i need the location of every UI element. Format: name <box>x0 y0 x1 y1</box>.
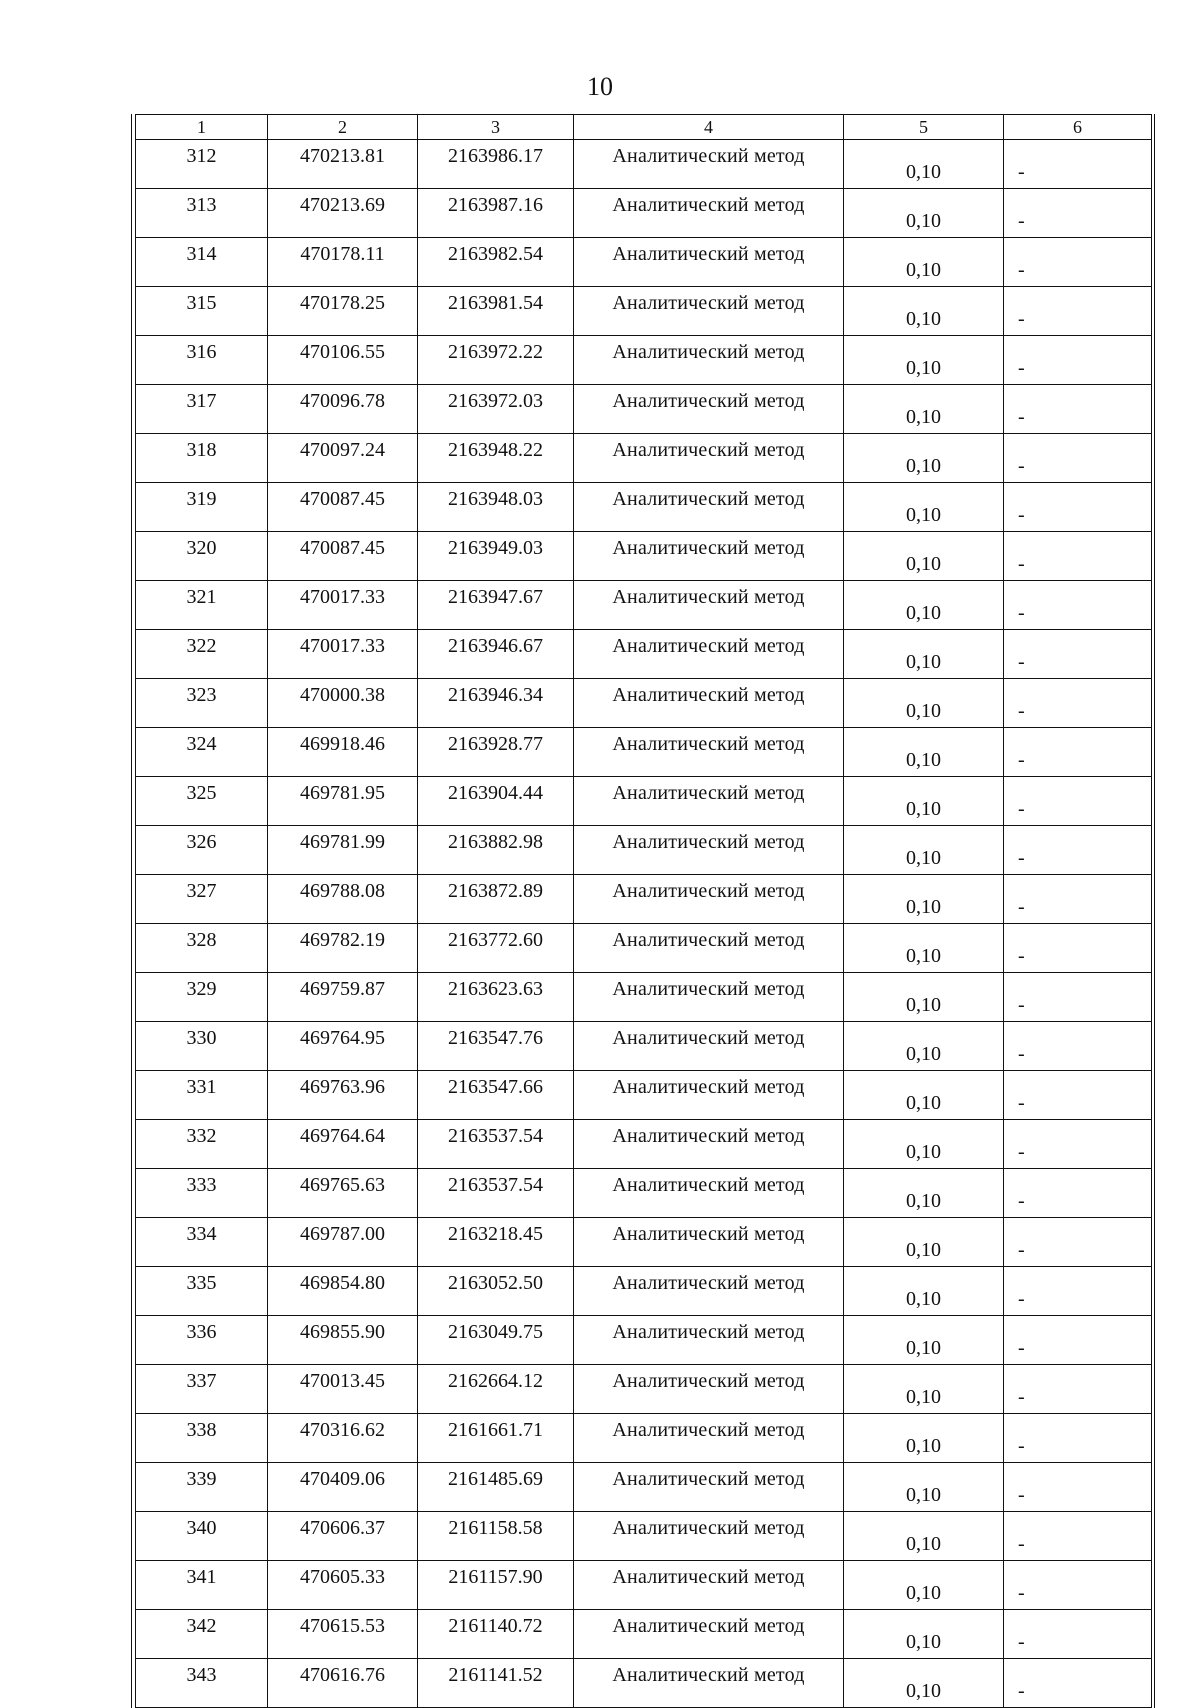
table-row <box>136 777 1152 826</box>
y-coordinate-cell: 2163547.66 <box>418 1071 574 1120</box>
y-coordinate-cell: 2163904.44 <box>418 777 574 826</box>
table-row <box>136 1414 1152 1463</box>
accuracy-cell: 0,10 <box>844 434 1004 483</box>
accuracy-cell: 0,10 <box>844 385 1004 434</box>
page-number: 10 <box>587 72 613 101</box>
table-row <box>136 336 1152 385</box>
point-number-cell: 324 <box>136 728 268 777</box>
note-cell: - <box>1004 336 1152 385</box>
table-row <box>136 973 1152 1022</box>
y-coordinate-cell: 2161158.58 <box>418 1512 574 1561</box>
accuracy-cell: 0,10 <box>844 826 1004 875</box>
table-row <box>136 1169 1152 1218</box>
x-coordinate-cell: 470178.11 <box>268 238 418 287</box>
x-coordinate-cell: 470213.81 <box>268 140 418 189</box>
table-row <box>136 875 1152 924</box>
y-coordinate-cell: 2163972.22 <box>418 336 574 385</box>
y-coordinate-cell: 2163946.34 <box>418 679 574 728</box>
method-cell: Аналитический метод <box>574 1414 844 1463</box>
method-cell: Аналитический метод <box>574 1316 844 1365</box>
header-cell-3: 3 <box>418 115 574 140</box>
x-coordinate-cell: 469764.64 <box>268 1120 418 1169</box>
note-cell: - <box>1004 434 1152 483</box>
y-coordinate-cell: 2163049.75 <box>418 1316 574 1365</box>
y-coordinate-cell: 2163982.54 <box>418 238 574 287</box>
note-cell: - <box>1004 777 1152 826</box>
note-cell: - <box>1004 679 1152 728</box>
point-number-cell: 315 <box>136 287 268 336</box>
note-cell: - <box>1004 189 1152 238</box>
y-coordinate-cell: 2163981.54 <box>418 287 574 336</box>
header-row <box>136 115 1152 140</box>
point-number-cell: 320 <box>136 532 268 581</box>
header-cell-4: 4 <box>574 115 844 140</box>
accuracy-cell: 0,10 <box>844 777 1004 826</box>
coordinates-table <box>135 114 1152 1708</box>
point-number-cell: 326 <box>136 826 268 875</box>
accuracy-cell: 0,10 <box>844 532 1004 581</box>
table-row <box>136 679 1152 728</box>
y-coordinate-cell: 2163623.63 <box>418 973 574 1022</box>
table-row <box>136 189 1152 238</box>
y-coordinate-cell: 2163972.03 <box>418 385 574 434</box>
method-cell: Аналитический метод <box>574 1659 844 1708</box>
point-number-cell: 317 <box>136 385 268 434</box>
note-cell: - <box>1004 581 1152 630</box>
x-coordinate-cell: 470013.45 <box>268 1365 418 1414</box>
table-row <box>136 581 1152 630</box>
point-number-cell: 343 <box>136 1659 268 1708</box>
note-cell: - <box>1004 287 1152 336</box>
note-cell: - <box>1004 924 1152 973</box>
method-cell: Аналитический метод <box>574 1022 844 1071</box>
x-coordinate-cell: 470605.33 <box>268 1561 418 1610</box>
x-coordinate-cell: 470087.45 <box>268 483 418 532</box>
note-cell: - <box>1004 532 1152 581</box>
x-coordinate-cell: 470316.62 <box>268 1414 418 1463</box>
header-cell-1: 1 <box>136 115 268 140</box>
y-coordinate-cell: 2163872.89 <box>418 875 574 924</box>
point-number-cell: 336 <box>136 1316 268 1365</box>
y-coordinate-cell: 2163948.03 <box>418 483 574 532</box>
x-coordinate-cell: 470615.53 <box>268 1610 418 1659</box>
x-coordinate-cell: 470017.33 <box>268 581 418 630</box>
note-cell: - <box>1004 1169 1152 1218</box>
point-number-cell: 319 <box>136 483 268 532</box>
note-cell: - <box>1004 1659 1152 1708</box>
table-row <box>136 1561 1152 1610</box>
point-number-cell: 312 <box>136 140 268 189</box>
method-cell: Аналитический метод <box>574 1120 844 1169</box>
method-cell: Аналитический метод <box>574 385 844 434</box>
y-coordinate-cell: 2161157.90 <box>418 1561 574 1610</box>
point-number-cell: 313 <box>136 189 268 238</box>
method-cell: Аналитический метод <box>574 1071 844 1120</box>
x-coordinate-cell: 469782.19 <box>268 924 418 973</box>
table-row <box>136 434 1152 483</box>
table-row <box>136 728 1152 777</box>
table-row <box>136 1022 1152 1071</box>
method-cell: Аналитический метод <box>574 287 844 336</box>
method-cell: Аналитический метод <box>574 581 844 630</box>
method-cell: Аналитический метод <box>574 924 844 973</box>
accuracy-cell: 0,10 <box>844 238 1004 287</box>
note-cell: - <box>1004 1414 1152 1463</box>
x-coordinate-cell: 470106.55 <box>268 336 418 385</box>
point-number-cell: 329 <box>136 973 268 1022</box>
table-row <box>136 1365 1152 1414</box>
accuracy-cell: 0,10 <box>844 630 1004 679</box>
header-cell-2: 2 <box>268 115 418 140</box>
y-coordinate-cell: 2163986.17 <box>418 140 574 189</box>
x-coordinate-cell: 469854.80 <box>268 1267 418 1316</box>
point-number-cell: 327 <box>136 875 268 924</box>
note-cell: - <box>1004 140 1152 189</box>
y-coordinate-cell: 2161141.52 <box>418 1659 574 1708</box>
method-cell: Аналитический метод <box>574 777 844 826</box>
x-coordinate-cell: 470096.78 <box>268 385 418 434</box>
accuracy-cell: 0,10 <box>844 875 1004 924</box>
point-number-cell: 322 <box>136 630 268 679</box>
accuracy-cell: 0,10 <box>844 1610 1004 1659</box>
method-cell: Аналитический метод <box>574 875 844 924</box>
table-row <box>136 1120 1152 1169</box>
y-coordinate-cell: 2163947.67 <box>418 581 574 630</box>
method-cell: Аналитический метод <box>574 973 844 1022</box>
note-cell: - <box>1004 483 1152 532</box>
x-coordinate-cell: 470213.69 <box>268 189 418 238</box>
method-cell: Аналитический метод <box>574 1267 844 1316</box>
accuracy-cell: 0,10 <box>844 189 1004 238</box>
table-row <box>136 385 1152 434</box>
accuracy-cell: 0,10 <box>844 1561 1004 1610</box>
note-cell: - <box>1004 1463 1152 1512</box>
accuracy-cell: 0,10 <box>844 1414 1004 1463</box>
method-cell: Аналитический метод <box>574 1463 844 1512</box>
table-row <box>136 1610 1152 1659</box>
y-coordinate-cell: 2163218.45 <box>418 1218 574 1267</box>
method-cell: Аналитический метод <box>574 1365 844 1414</box>
note-cell: - <box>1004 1316 1152 1365</box>
y-coordinate-cell: 2161661.71 <box>418 1414 574 1463</box>
note-cell: - <box>1004 1071 1152 1120</box>
accuracy-cell: 0,10 <box>844 1463 1004 1512</box>
method-cell: Аналитический метод <box>574 826 844 875</box>
point-number-cell: 330 <box>136 1022 268 1071</box>
table-row <box>136 1071 1152 1120</box>
x-coordinate-cell: 470097.24 <box>268 434 418 483</box>
accuracy-cell: 0,10 <box>844 1169 1004 1218</box>
point-number-cell: 335 <box>136 1267 268 1316</box>
y-coordinate-cell: 2162664.12 <box>418 1365 574 1414</box>
accuracy-cell: 0,10 <box>844 1071 1004 1120</box>
point-number-cell: 332 <box>136 1120 268 1169</box>
note-cell: - <box>1004 826 1152 875</box>
accuracy-cell: 0,10 <box>844 336 1004 385</box>
table-row <box>136 1267 1152 1316</box>
accuracy-cell: 0,10 <box>844 140 1004 189</box>
y-coordinate-cell: 2163537.54 <box>418 1120 574 1169</box>
accuracy-cell: 0,10 <box>844 1659 1004 1708</box>
method-cell: Аналитический метод <box>574 189 844 238</box>
method-cell: Аналитический метод <box>574 1561 844 1610</box>
x-coordinate-cell: 470409.06 <box>268 1463 418 1512</box>
point-number-cell: 323 <box>136 679 268 728</box>
note-cell: - <box>1004 875 1152 924</box>
y-coordinate-cell: 2163052.50 <box>418 1267 574 1316</box>
point-number-cell: 321 <box>136 581 268 630</box>
point-number-cell: 316 <box>136 336 268 385</box>
accuracy-cell: 0,10 <box>844 973 1004 1022</box>
x-coordinate-cell: 469765.63 <box>268 1169 418 1218</box>
y-coordinate-cell: 2163928.77 <box>418 728 574 777</box>
table-row <box>136 630 1152 679</box>
x-coordinate-cell: 469787.00 <box>268 1218 418 1267</box>
accuracy-cell: 0,10 <box>844 1218 1004 1267</box>
method-cell: Аналитический метод <box>574 1169 844 1218</box>
point-number-cell: 339 <box>136 1463 268 1512</box>
y-coordinate-cell: 2161485.69 <box>418 1463 574 1512</box>
accuracy-cell: 0,10 <box>844 1120 1004 1169</box>
x-coordinate-cell: 469759.87 <box>268 973 418 1022</box>
point-number-cell: 334 <box>136 1218 268 1267</box>
method-cell: Аналитический метод <box>574 336 844 385</box>
point-number-cell: 331 <box>136 1071 268 1120</box>
point-number-cell: 340 <box>136 1512 268 1561</box>
note-cell: - <box>1004 1561 1152 1610</box>
x-coordinate-cell: 470616.76 <box>268 1659 418 1708</box>
point-number-cell: 333 <box>136 1169 268 1218</box>
note-cell: - <box>1004 1267 1152 1316</box>
x-coordinate-cell: 469788.08 <box>268 875 418 924</box>
table-row <box>136 532 1152 581</box>
note-cell: - <box>1004 385 1152 434</box>
method-cell: Аналитический метод <box>574 1512 844 1561</box>
accuracy-cell: 0,10 <box>844 1365 1004 1414</box>
note-cell: - <box>1004 1022 1152 1071</box>
table-row <box>136 140 1152 189</box>
note-cell: - <box>1004 1610 1152 1659</box>
note-cell: - <box>1004 1512 1152 1561</box>
header-cell-5: 5 <box>844 115 1004 140</box>
y-coordinate-cell: 2163882.98 <box>418 826 574 875</box>
accuracy-cell: 0,10 <box>844 1267 1004 1316</box>
method-cell: Аналитический метод <box>574 238 844 287</box>
x-coordinate-cell: 470000.38 <box>268 679 418 728</box>
note-cell: - <box>1004 630 1152 679</box>
x-coordinate-cell: 470178.25 <box>268 287 418 336</box>
accuracy-cell: 0,10 <box>844 483 1004 532</box>
note-cell: - <box>1004 1218 1152 1267</box>
table-header <box>136 115 1152 140</box>
accuracy-cell: 0,10 <box>844 581 1004 630</box>
point-number-cell: 318 <box>136 434 268 483</box>
y-coordinate-cell: 2163547.76 <box>418 1022 574 1071</box>
accuracy-cell: 0,10 <box>844 924 1004 973</box>
method-cell: Аналитический метод <box>574 679 844 728</box>
y-coordinate-cell: 2163946.67 <box>418 630 574 679</box>
point-number-cell: 341 <box>136 1561 268 1610</box>
note-cell: - <box>1004 728 1152 777</box>
table-row <box>136 1218 1152 1267</box>
coordinates-table-wrapper <box>135 114 1151 1708</box>
accuracy-cell: 0,10 <box>844 728 1004 777</box>
accuracy-cell: 0,10 <box>844 1022 1004 1071</box>
point-number-cell: 328 <box>136 924 268 973</box>
accuracy-cell: 0,10 <box>844 1512 1004 1561</box>
method-cell: Аналитический метод <box>574 532 844 581</box>
x-coordinate-cell: 469855.90 <box>268 1316 418 1365</box>
x-coordinate-cell: 470087.45 <box>268 532 418 581</box>
table-body <box>136 140 1152 1708</box>
x-coordinate-cell: 470606.37 <box>268 1512 418 1561</box>
table-row <box>136 238 1152 287</box>
table-row <box>136 287 1152 336</box>
x-coordinate-cell: 469781.99 <box>268 826 418 875</box>
method-cell: Аналитический метод <box>574 483 844 532</box>
table-row <box>136 483 1152 532</box>
table-row <box>136 1659 1152 1708</box>
y-coordinate-cell: 2163987.16 <box>418 189 574 238</box>
x-coordinate-cell: 469763.96 <box>268 1071 418 1120</box>
method-cell: Аналитический метод <box>574 728 844 777</box>
method-cell: Аналитический метод <box>574 140 844 189</box>
note-cell: - <box>1004 238 1152 287</box>
method-cell: Аналитический метод <box>574 1610 844 1659</box>
point-number-cell: 338 <box>136 1414 268 1463</box>
x-coordinate-cell: 469918.46 <box>268 728 418 777</box>
point-number-cell: 325 <box>136 777 268 826</box>
y-coordinate-cell: 2161140.72 <box>418 1610 574 1659</box>
table-row <box>136 1316 1152 1365</box>
point-number-cell: 337 <box>136 1365 268 1414</box>
note-cell: - <box>1004 1120 1152 1169</box>
accuracy-cell: 0,10 <box>844 287 1004 336</box>
accuracy-cell: 0,10 <box>844 679 1004 728</box>
header-cell-6: 6 <box>1004 115 1152 140</box>
table-row <box>136 826 1152 875</box>
table-row <box>136 924 1152 973</box>
y-coordinate-cell: 2163948.22 <box>418 434 574 483</box>
point-number-cell: 314 <box>136 238 268 287</box>
table-row <box>136 1512 1152 1561</box>
y-coordinate-cell: 2163949.03 <box>418 532 574 581</box>
note-cell: - <box>1004 973 1152 1022</box>
x-coordinate-cell: 470017.33 <box>268 630 418 679</box>
y-coordinate-cell: 2163772.60 <box>418 924 574 973</box>
x-coordinate-cell: 469781.95 <box>268 777 418 826</box>
x-coordinate-cell: 469764.95 <box>268 1022 418 1071</box>
table-row <box>136 1463 1152 1512</box>
accuracy-cell: 0,10 <box>844 1316 1004 1365</box>
method-cell: Аналитический метод <box>574 630 844 679</box>
method-cell: Аналитический метод <box>574 434 844 483</box>
method-cell: Аналитический метод <box>574 1218 844 1267</box>
point-number-cell: 342 <box>136 1610 268 1659</box>
y-coordinate-cell: 2163537.54 <box>418 1169 574 1218</box>
note-cell: - <box>1004 1365 1152 1414</box>
